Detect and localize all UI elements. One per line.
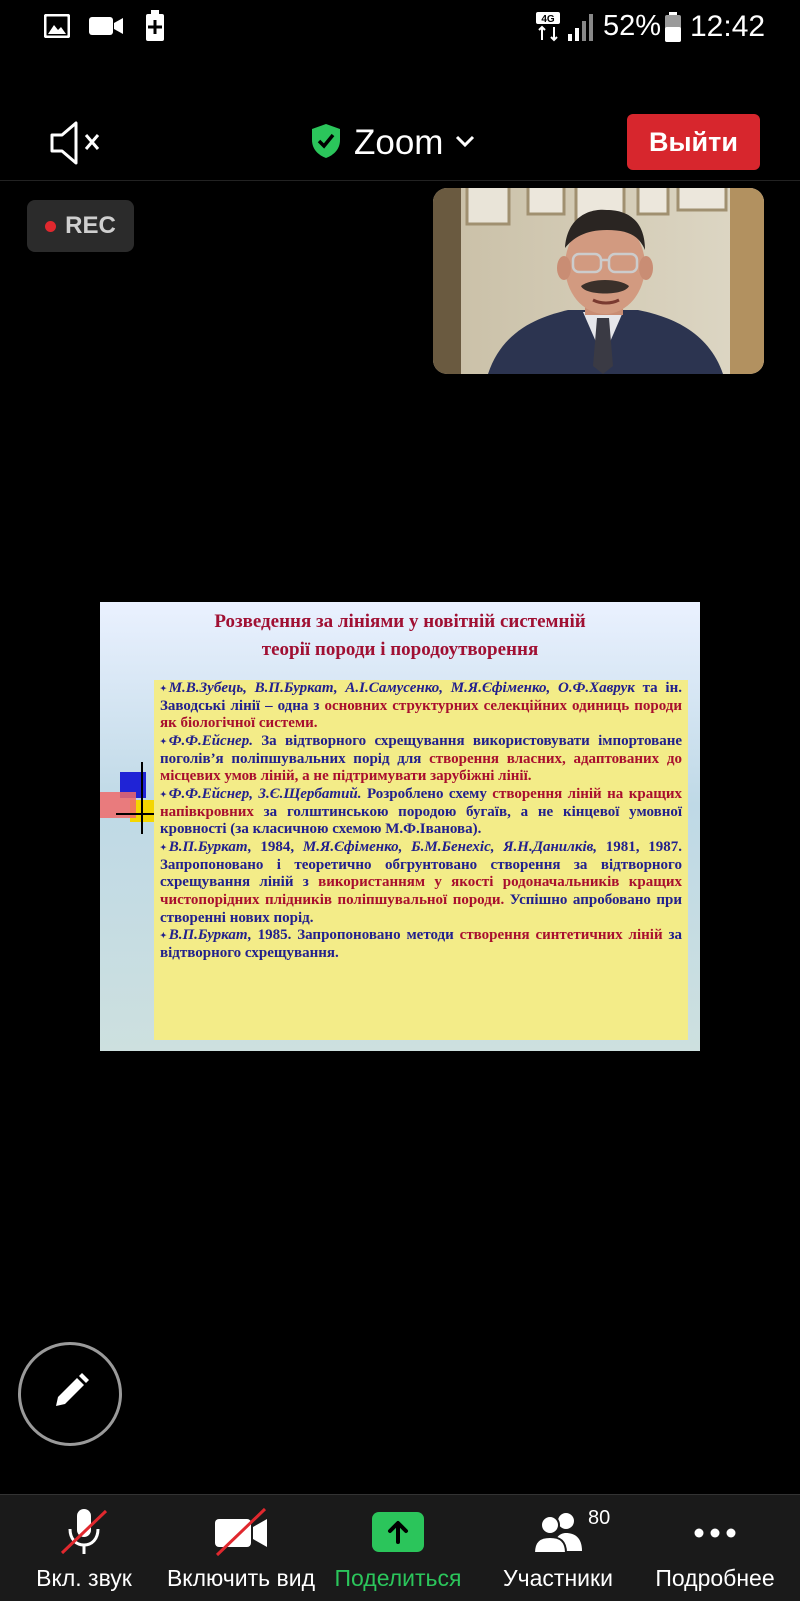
mic-off-icon — [54, 1507, 114, 1557]
speaker-off-icon[interactable] — [48, 120, 108, 166]
slide-title — [100, 608, 700, 664]
participant-video-thumbnail[interactable] — [433, 188, 764, 374]
unmute-button[interactable] — [22, 1495, 146, 1601]
more-label: Подробнее — [655, 1565, 775, 1591]
meeting-title: Zoom — [354, 123, 444, 162]
annotate-button[interactable] — [18, 1342, 122, 1446]
battery-icon — [664, 12, 682, 47]
chevron-down-icon — [455, 134, 475, 153]
more-icon — [690, 1507, 740, 1557]
leave-button[interactable]: Выйти — [627, 114, 760, 170]
meeting-toolbar — [0, 1494, 800, 1601]
participants-icon — [528, 1507, 588, 1557]
slide-decoration — [100, 762, 158, 834]
slide-item: ✦ В.П.Буркат, 1985. Запропоновано методи створення синтетичних ліній за відтворного схрещування. — [160, 927, 682, 962]
slide-item: ✦ В.П.Буркат, 1984, М.Я.Єфіменко, Б.М.Бенехіс, Я.Н.Данилків, 1981, 1987. Запропоновано і теоретично обгрунтовано створення за відтворного схрещування ліній з використанням у якості родоначальників кращих чистопорідних плідників поліпшувальної породи. Успішно апробовано при створенні нових порід. — [160, 839, 682, 926]
share-arrow-icon — [370, 1507, 426, 1557]
more-button[interactable] — [650, 1495, 780, 1601]
participants-count-badge: 80 — [588, 1507, 611, 1529]
slide-item: ✦ М.В.Зубець, В.П.Буркат, А.І.Самусенко, М.Я.Єфіменко, О.Ф.Хаврук та ін. Заводські лінії – одна з основних структурних селекційних одиниць породи як біологічної системи. — [160, 680, 682, 732]
svg-text:4G: 4G — [541, 14, 555, 25]
slide-title-line-2: теорії породи і породоутворення — [261, 639, 539, 660]
slide-title-line-1: Розведення за лініями у новітній системній — [214, 611, 586, 632]
start-video-label: Включить вид — [166, 1565, 316, 1591]
network-4g-icon — [536, 12, 560, 47]
meeting-title-dropdown[interactable] — [310, 120, 475, 166]
status-bar — [0, 0, 800, 56]
pencil-icon — [48, 1370, 92, 1419]
camera-icon — [88, 14, 124, 43]
record-dot-icon — [45, 221, 56, 232]
slide-item: ✦ Ф.Ф.Ейснер, З.Є.Щербатий. Розроблено схему створення ліній на кращих напівкровних за голштинською породою бугаїв, а не кінцевої умовної кровності (за класичною схемою М.Ф.Іванова). — [160, 786, 682, 838]
status-clock: 12:42 — [690, 10, 766, 43]
meeting-header — [0, 100, 800, 181]
video-off-icon — [211, 1507, 271, 1557]
battery-percent: 52% — [603, 10, 662, 42]
unmute-label: Вкл. звук — [36, 1565, 132, 1591]
signal-icon — [566, 12, 596, 47]
recording-label: REC — [65, 212, 116, 239]
gallery-icon — [44, 14, 70, 43]
start-video-button[interactable] — [162, 1495, 320, 1601]
participants-label: Участники — [503, 1565, 613, 1591]
share-screen-button[interactable] — [322, 1495, 474, 1601]
battery-saver-icon — [144, 10, 166, 47]
shield-check-icon — [310, 123, 342, 164]
participant-video-frame — [433, 188, 764, 374]
slide-item: ✦ Ф.Ф.Ейснер. За відтворного схрещування використовувати імпортоване поголів’я поліпшувальних порід для створення власних, адаптованих до місцевих умов ліній, а не підтримувати зарубіжні лінії. — [160, 733, 682, 785]
slide-text-box — [154, 680, 688, 1040]
recording-badge — [27, 200, 134, 252]
share-label: Поделиться — [334, 1565, 462, 1591]
shared-screen-slide — [100, 602, 700, 1051]
